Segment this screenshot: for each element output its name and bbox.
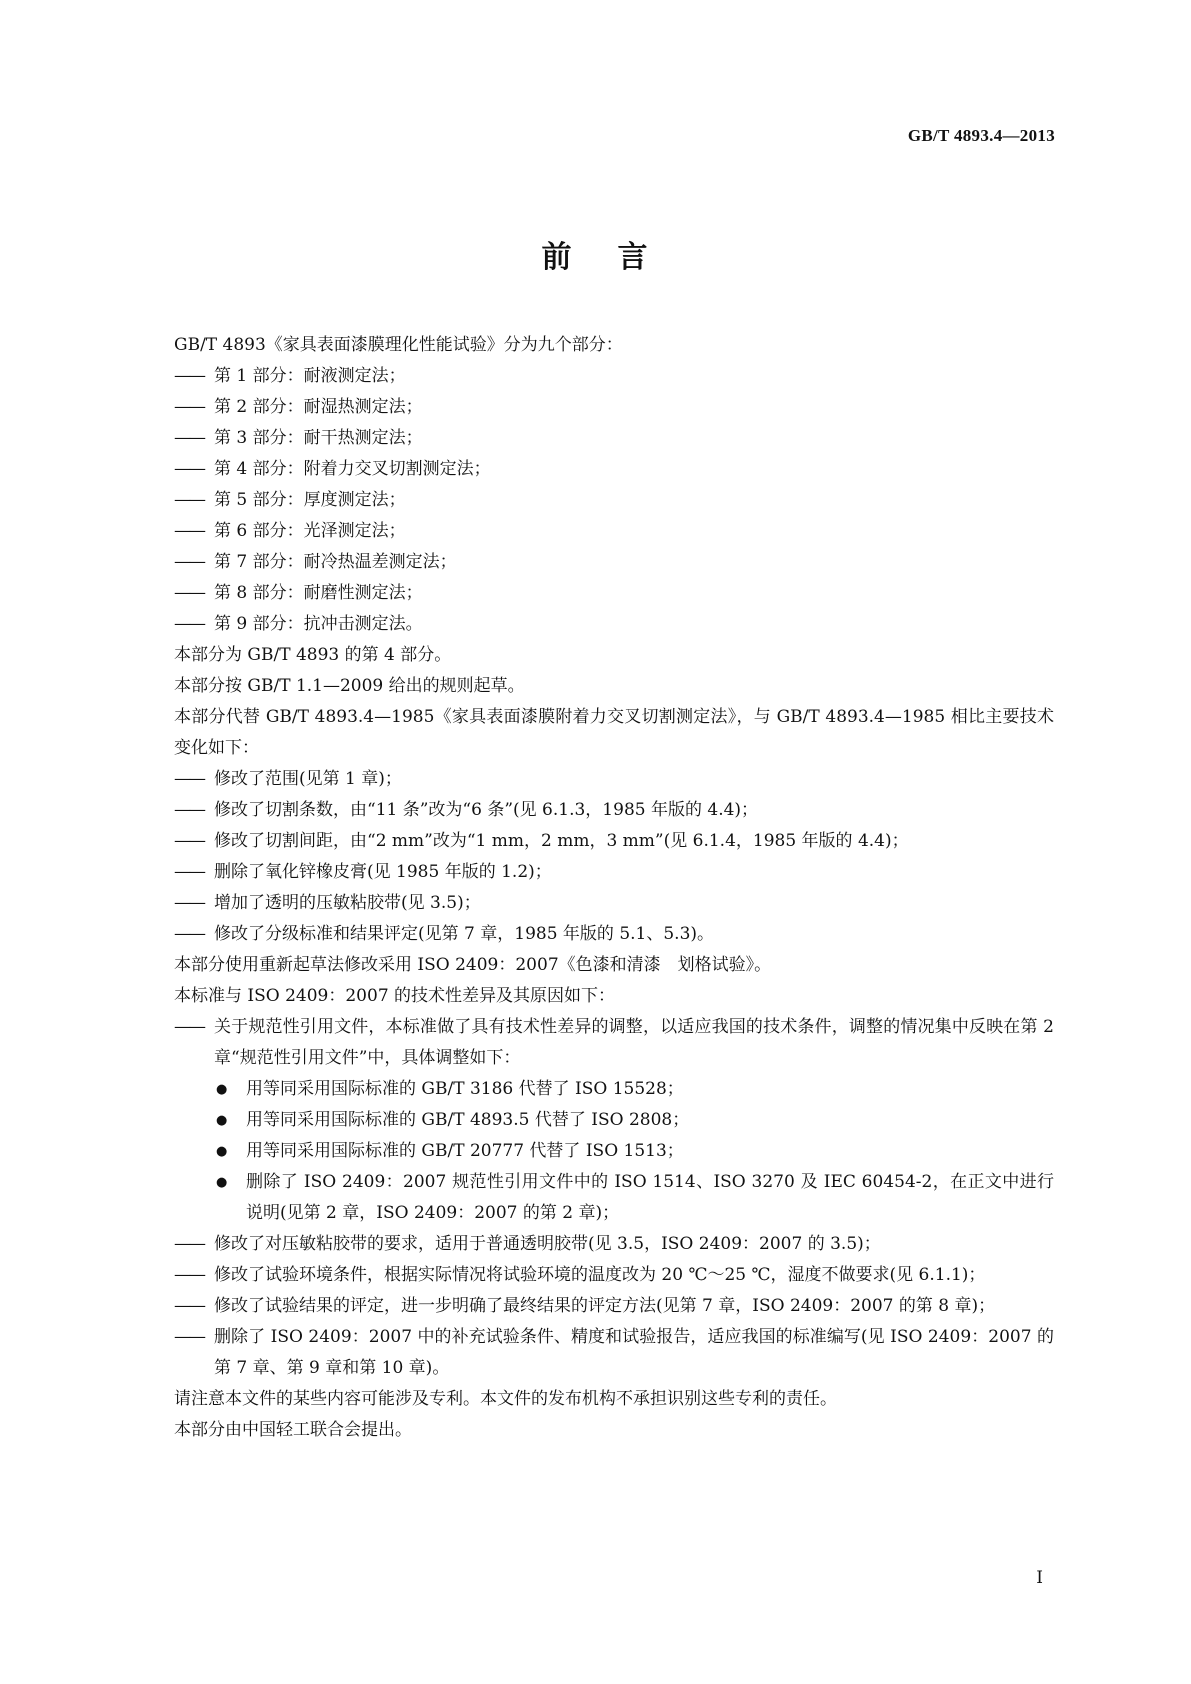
- standard-code: GB/T 4893.4—2013: [907, 126, 1055, 145]
- part-item: —— 第 5 部分：厚度测定法；: [174, 485, 1054, 516]
- difference-item: —— 修改了试验环境条件，根据实际情况将试验环境的温度改为 20 ℃～25 ℃，湿度不做要求(见 6.1.1)；: [174, 1260, 1054, 1291]
- bullet-item: ● 用等同采用国际标准的 GB/T 20777 代替了 ISO 1513；: [174, 1136, 1054, 1167]
- change-item: —— 修改了范围(见第 1 章)；: [174, 764, 1054, 795]
- bullet-item: ● 用等同采用国际标准的 GB/T 3186 代替了 ISO 15528；: [174, 1074, 1054, 1105]
- change-item: —— 修改了切割间距，由“2 mm”改为“1 mm，2 mm，3 mm”(见 6.1.4，1985 年版的 4.4)；: [174, 826, 1054, 857]
- title-char-1: 前: [541, 240, 574, 275]
- part-item: —— 第 6 部分：光泽测定法；: [174, 516, 1054, 547]
- difference-item: —— 删除了 ISO 2409：2007 中的补充试验条件、精度和试验报告，适应我国的标准编写(见 ISO 2409：2007 的第 7 章、第 9 章和第 10 章)。: [174, 1322, 1054, 1384]
- part-item: —— 第 4 部分：附着力交叉切割测定法；: [174, 454, 1054, 485]
- part-item: —— 第 9 部分：抗冲击测定法。: [174, 609, 1054, 640]
- part-item: —— 第 2 部分：耐湿热测定法；: [174, 392, 1054, 423]
- paragraph: 本部分按 GB/T 1.1—2009 给出的规则起草。: [174, 676, 525, 696]
- paragraph-replaces: 本部分代替 GB/T 4893.4—1985《家具表面漆膜附着力交叉切割测定法》，与 GB/T 4893.4—1985 相比主要技术变化如下：: [174, 707, 1054, 758]
- difference-item: —— 修改了试验结果的评定，进一步明确了最终结果的评定方法(见第 7 章，ISO 2409：2007 的第 8 章)；: [174, 1291, 1054, 1322]
- page-title: [0, 232, 1191, 276]
- paragraph-intro: GB/T 4893《家具表面漆膜理化性能试验》分为九个部分：: [174, 335, 623, 355]
- change-item: —— 删除了氧化锌橡皮膏(见 1985 年版的 1.2)；: [174, 857, 1054, 888]
- part-item: —— 第 1 部分：耐液测定法；: [174, 361, 1054, 392]
- difference-item: —— 关于规范性引用文件，本标准做了具有技术性差异的调整，以适应我国的技术条件，调整的情况集中反映在第 2 章“规范性引用文件”中，具体调整如下：: [174, 1012, 1054, 1074]
- paragraph: 本标准与 ISO 2409：2007 的技术性差异及其原因如下：: [174, 986, 616, 1006]
- change-item: —— 修改了分级标准和结果评定(见第 7 章，1985 年版的 5.1、5.3)。: [174, 919, 1054, 950]
- part-item: —— 第 7 部分：耐冷热温差测定法；: [174, 547, 1054, 578]
- part-item: —— 第 3 部分：耐干热测定法；: [174, 423, 1054, 454]
- title-char-2: 言: [617, 240, 650, 275]
- part-item: —— 第 8 部分：耐磨性测定法；: [174, 578, 1054, 609]
- paragraph-patent-note: 请注意本文件的某些内容可能涉及专利。本文件的发布机构不承担识别这些专利的责任。: [174, 1389, 837, 1409]
- paragraph-proposer: 本部分由中国轻工联合会提出。: [174, 1420, 412, 1440]
- bullet-item: ● 用等同采用国际标准的 GB/T 4893.5 代替了 ISO 2808；: [174, 1105, 1054, 1136]
- difference-item: —— 修改了对压敏粘胶带的要求，适用于普通透明胶带(见 3.5，ISO 2409：2007 的 3.5)；: [174, 1229, 1054, 1260]
- paragraph: 本部分使用重新起草法修改采用 ISO 2409：2007《色漆和清漆 划格试验》。: [174, 955, 772, 975]
- page-number: I: [1036, 1568, 1043, 1588]
- foreword-body: [174, 330, 1054, 1446]
- paragraph: 本部分为 GB/T 4893 的第 4 部分。: [174, 645, 452, 665]
- change-item: —— 修改了切割条数，由“11 条”改为“6 条”(见 6.1.3，1985 年版的 4.4)；: [174, 795, 1054, 826]
- change-item: —— 增加了透明的压敏粘胶带(见 3.5)；: [174, 888, 1054, 919]
- bullet-item: ● 删除了 ISO 2409：2007 规范性引用文件中的 ISO 1514、ISO 3270 及 IEC 60454-2，在正文中进行说明(见第 2 章，ISO 2409：2007 的第 2 章)；: [174, 1167, 1054, 1229]
